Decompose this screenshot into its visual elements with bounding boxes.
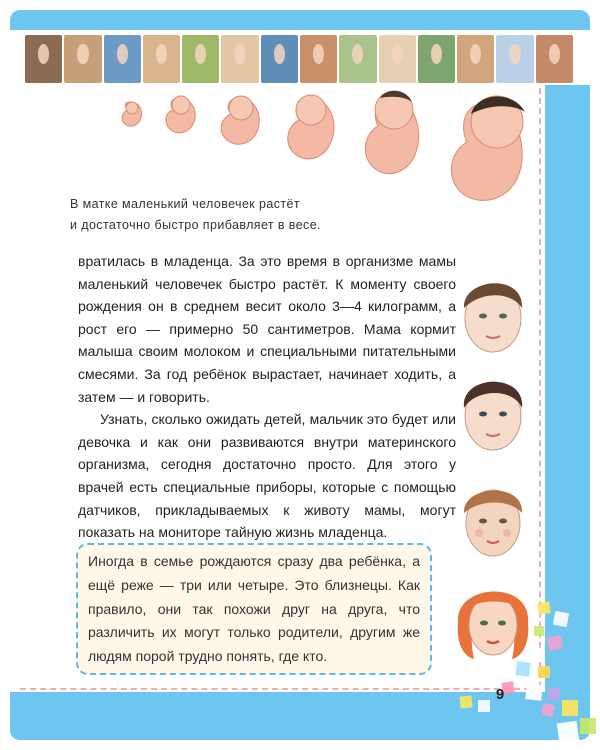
frame-top-border (10, 10, 590, 30)
face-1-image (452, 268, 534, 356)
twins-note-box (76, 543, 432, 675)
embryo-stage-5-image (350, 82, 434, 186)
photo-5-image (182, 35, 219, 83)
photo-8-image (300, 35, 337, 83)
caption-line-2: и достаточно быстро прибавляет в весе. (70, 218, 321, 232)
photo-2-image (64, 35, 101, 83)
paragraph-2: Узнать, сколько ожидать детей, мальчик это будет или девочка и как они развиваются внутри материнского организма, сегодня достаточно просто. Для этого у врачей есть специальные приборы, которые с помощью датчиков, прикладываемых к животу мамы, могут показать на мониторе тайную жизнь младенца. (78, 411, 456, 541)
photo-14-image (536, 35, 573, 83)
photo-10-image (379, 35, 416, 83)
photo-7-image (261, 35, 298, 83)
embryo-stage-4-image (273, 86, 347, 170)
paragraph-1: вратилась в младенца. За это время в организме мамы маленький человечек быстро растёт. К моменту своего рождения он в среднем весит около 3—4 килограмм, а рост его — примерно 50 сантиметров. Мама кормит малыша своим молоком и специальными питательными смесями. За год ребёнок вырастает, начинает ходить, а затем — и говорить. (78, 253, 456, 405)
photo-strip (25, 35, 573, 83)
photo-6-image (221, 35, 258, 83)
embryo-stage-3-image (207, 88, 271, 154)
photo-12-image (457, 35, 494, 83)
embryo-stage-1-image (110, 96, 150, 136)
face-3-image (452, 473, 534, 561)
photo-13-image (496, 35, 533, 83)
face-2-image (452, 366, 534, 454)
embryo-caption (70, 194, 390, 236)
photo-4-image (143, 35, 180, 83)
embryo-stage-6-image (431, 84, 541, 214)
page-number: 9 (495, 686, 505, 703)
embryo-stage-2-image (153, 90, 205, 142)
main-text (78, 250, 456, 544)
caption-line-1: В матке маленький человечек растёт (70, 197, 300, 211)
decorative-squares (430, 600, 600, 750)
twins-note-text: Иногда в семье рождаются сразу два ребёнка, а ещё реже — три или четыре. Это близнецы. Как правило, они так похожи друг на друга, что различить их могут только родители, другим же людям порой трудно понять, где кто. (88, 553, 420, 665)
photo-11-image (418, 35, 455, 83)
photo-9-image (339, 35, 376, 83)
photo-1-image (25, 35, 62, 83)
photo-3-image (104, 35, 141, 83)
